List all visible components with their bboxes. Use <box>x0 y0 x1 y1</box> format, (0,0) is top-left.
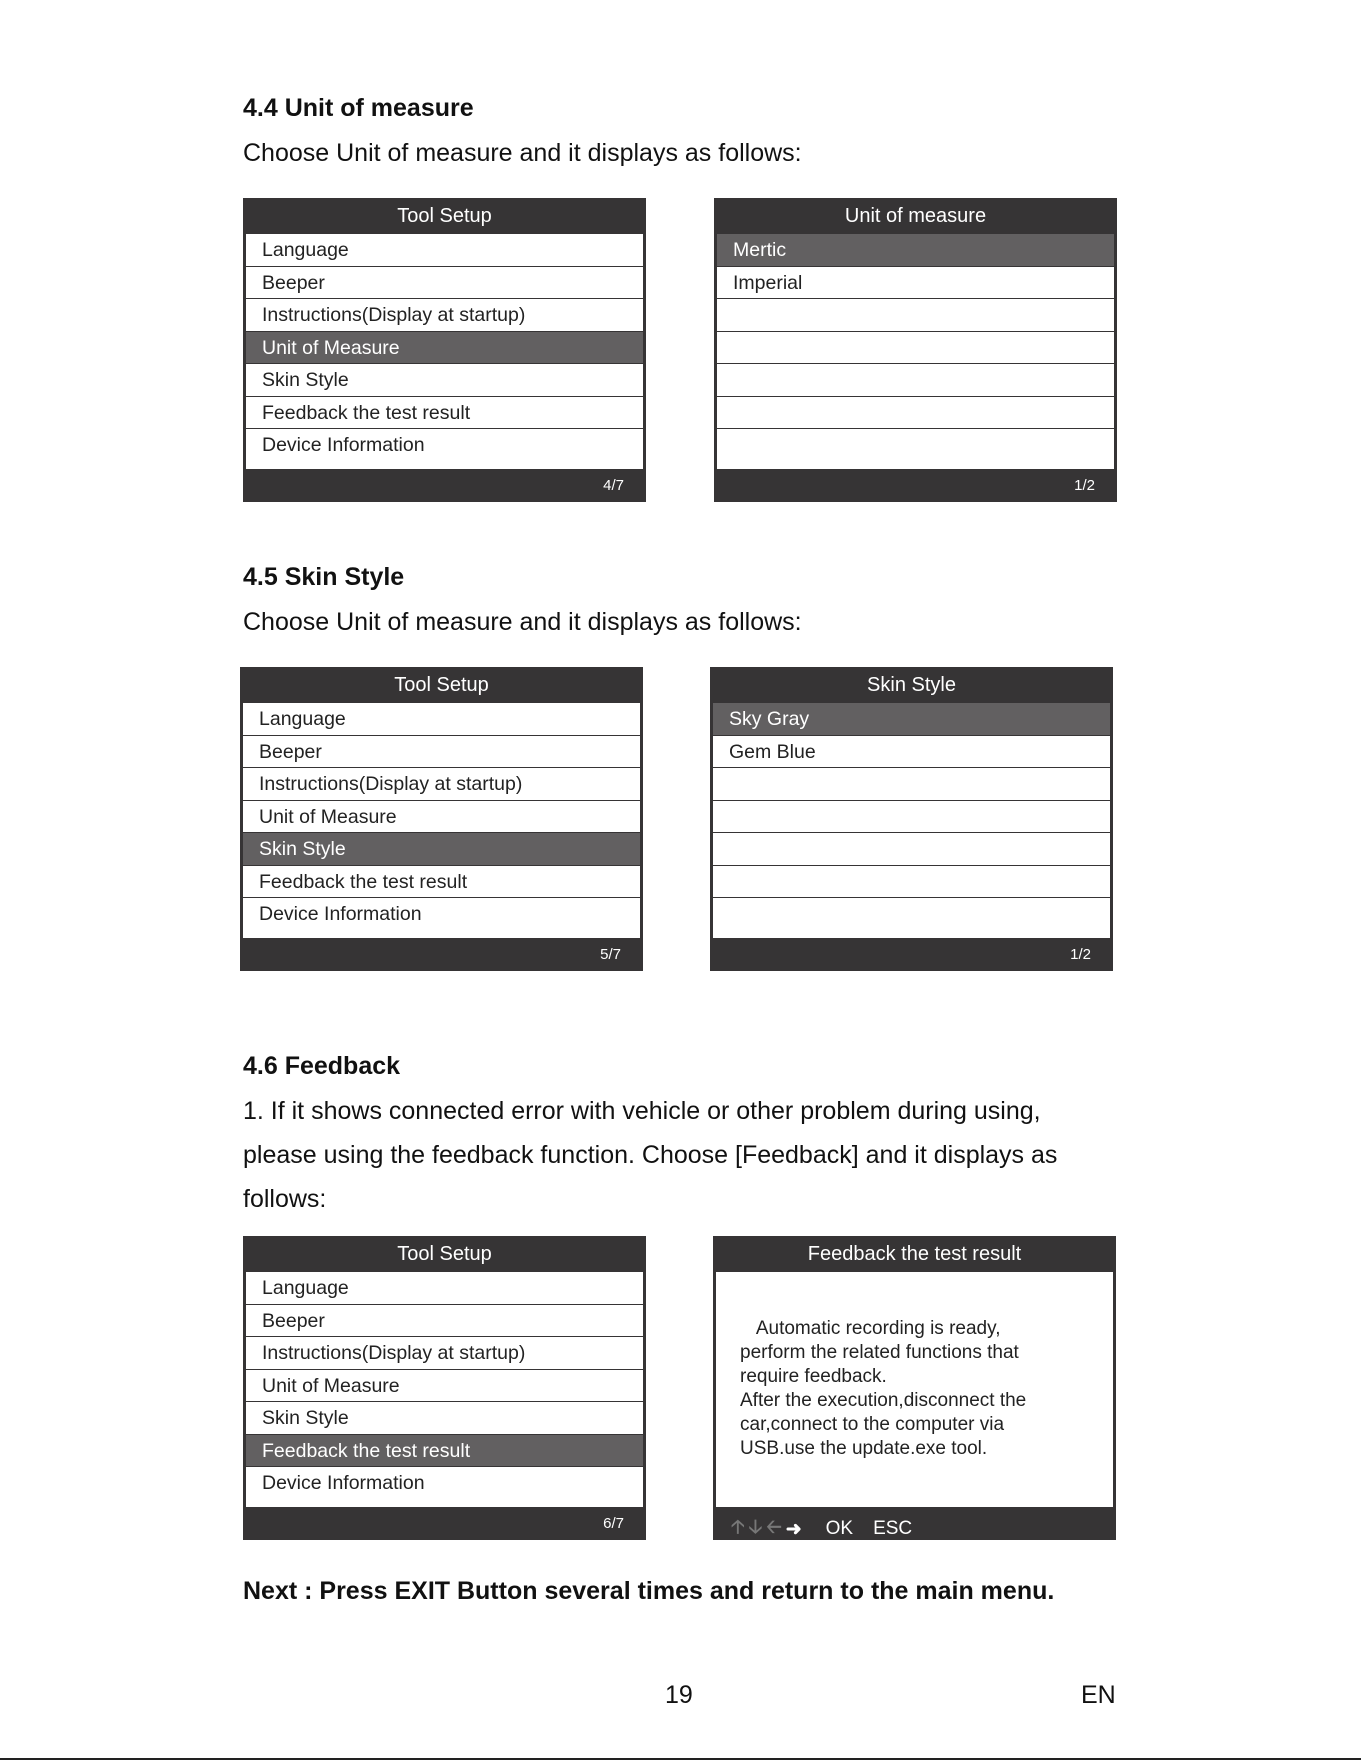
menu-item-language[interactable]: Language <box>243 703 640 736</box>
option-list <box>717 234 1114 469</box>
esc-key[interactable]: ESC <box>873 1518 913 1539</box>
arrow-up-icon[interactable]: 🡡 <box>731 1517 745 1538</box>
arrow-right-icon[interactable]: ➜ <box>785 1518 802 1540</box>
menu-item-feedback[interactable]: Feedback the test result <box>243 866 640 899</box>
screen-title: Skin Style <box>867 674 956 696</box>
menu-item-beeper[interactable]: Beeper <box>243 736 640 769</box>
menu-item-beeper[interactable]: Beeper <box>246 1305 643 1338</box>
menu-item-device-information[interactable]: Device Information <box>262 434 425 456</box>
menu-item-unit-of-measure[interactable]: Unit of Measure <box>246 1370 643 1403</box>
menu-item-unit-of-measure[interactable]: Unit of Measure <box>246 332 643 365</box>
tool-setup-screen-unit <box>243 198 646 502</box>
menu-list <box>243 703 640 938</box>
page-indicator: 1/2 <box>1074 477 1095 494</box>
menu-item-language[interactable]: Language <box>246 1272 643 1305</box>
section-body-line-2: please using the feedback function. Choose [Feedback] and it displays as <box>243 1141 1058 1169</box>
menu-item-device-information[interactable]: Device Information <box>259 903 422 925</box>
empty-row <box>717 397 1114 430</box>
empty-row <box>713 768 1110 801</box>
menu-item-instructions[interactable]: Instructions(Display at startup) <box>243 768 640 801</box>
page-indicator: 5/7 <box>600 946 621 963</box>
empty-row <box>713 898 1110 931</box>
page-number: 19 <box>665 1681 693 1709</box>
menu-item-feedback[interactable]: Feedback the test result <box>246 1435 643 1468</box>
section-heading-feedback: 4.6 Feedback <box>243 1052 401 1080</box>
menu-item-skin-style[interactable]: Skin Style <box>243 833 640 866</box>
option-gem-blue[interactable]: Gem Blue <box>713 736 1110 769</box>
menu-list <box>246 234 643 469</box>
arrow-down-icon[interactable]: 🡣 <box>748 1517 763 1538</box>
menu-item-device-information[interactable]: Device Information <box>262 1472 425 1494</box>
empty-row <box>717 364 1114 397</box>
empty-row <box>717 429 1114 462</box>
option-imperial[interactable]: Imperial <box>717 267 1114 300</box>
section-heading-skin-style: 4.5 Skin Style <box>243 563 405 591</box>
section-body-skin-style: Choose Unit of measure and it displays as follows: <box>243 608 802 636</box>
key-hints <box>731 1513 912 1545</box>
screen-footer <box>243 1507 646 1540</box>
next-instruction: Next : Press EXIT Button several times and return to the main menu. <box>243 1577 1055 1605</box>
section-heading-unit-of-measure: 4.4 Unit of measure <box>243 94 474 122</box>
message-panel <box>716 1272 1113 1507</box>
screen-title: Unit of measure <box>844 205 987 227</box>
menu-item-skin-style[interactable]: Skin Style <box>246 364 643 397</box>
empty-row <box>713 833 1110 866</box>
section-body-line-3: follows: <box>243 1185 327 1213</box>
tool-setup-screen-feedback <box>243 1236 646 1540</box>
menu-item-unit-of-measure[interactable]: Unit of Measure <box>243 801 640 834</box>
language-label: EN <box>1081 1681 1116 1709</box>
screen-title: Tool Setup <box>397 205 492 227</box>
screen-footer <box>713 1507 1116 1540</box>
menu-list <box>246 1272 643 1507</box>
menu-item-feedback[interactable]: Feedback the test result <box>246 397 643 430</box>
empty-row <box>717 299 1114 332</box>
unit-of-measure-screen <box>714 198 1117 502</box>
page-indicator: 6/7 <box>603 1515 624 1532</box>
bottom-divider <box>0 1758 1361 1760</box>
screen-title: Tool Setup <box>397 1243 492 1265</box>
screen-footer <box>714 469 1117 502</box>
arrow-left-icon[interactable]: 🡠 <box>766 1517 782 1538</box>
empty-row <box>713 866 1110 899</box>
menu-item-skin-style[interactable]: Skin Style <box>246 1402 643 1435</box>
menu-item-language[interactable]: Language <box>246 234 643 267</box>
screen-footer <box>710 938 1113 971</box>
option-sky-gray[interactable]: Sky Gray <box>713 703 1110 736</box>
menu-item-instructions[interactable]: Instructions(Display at startup) <box>246 1337 643 1370</box>
skin-style-screen <box>710 667 1113 971</box>
ok-key[interactable]: OK <box>825 1518 854 1539</box>
page-indicator: 1/2 <box>1070 946 1091 963</box>
screen-footer <box>240 938 643 971</box>
screen-footer <box>243 469 646 502</box>
feedback-message: Automatic recording is ready, perform the related functions that require feedback. After the execution,disconnect the car,connect to the computer via USB.use the update.exe tool. <box>740 1318 1027 1459</box>
empty-row <box>717 332 1114 365</box>
option-list <box>713 703 1110 938</box>
empty-row <box>713 801 1110 834</box>
screen-title: Feedback the test result <box>807 1243 1022 1265</box>
menu-item-beeper[interactable]: Beeper <box>246 267 643 300</box>
option-metric[interactable]: Mertic <box>717 234 1114 267</box>
menu-item-instructions[interactable]: Instructions(Display at startup) <box>246 299 643 332</box>
screen-title: Tool Setup <box>394 674 489 696</box>
section-body-line-1: 1. If it shows connected error with vehicle or other problem during using, <box>243 1097 1041 1125</box>
tool-setup-screen-skin <box>240 667 643 971</box>
page-indicator: 4/7 <box>603 477 624 494</box>
section-body-unit-of-measure: Choose Unit of measure and it displays as follows: <box>243 139 802 167</box>
feedback-screen <box>713 1236 1116 1540</box>
